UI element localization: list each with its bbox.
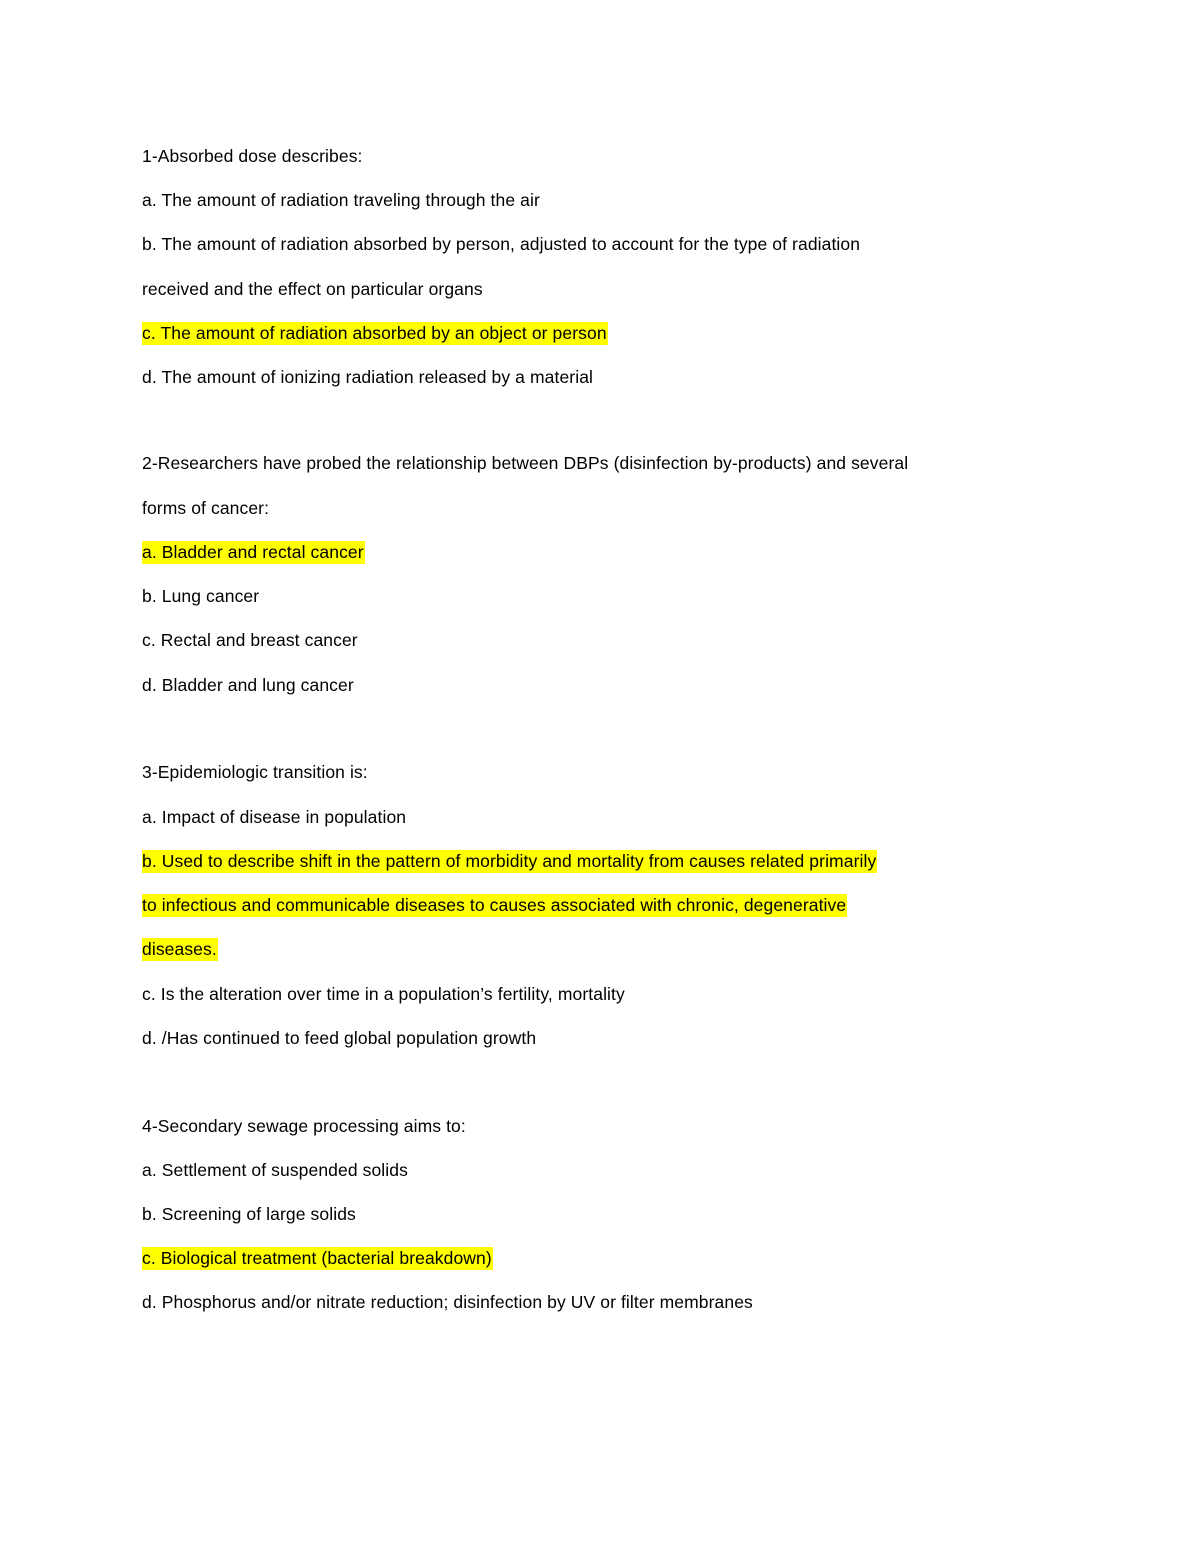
question-3-text: 3-Epidemiologic transition is:	[142, 762, 368, 782]
question-4-option-b: b. Screening of large solids	[142, 1204, 356, 1224]
question-1-option-a: a. The amount of radiation traveling through the air	[142, 190, 540, 210]
question-1-option-b: b. The amount of radiation absorbed by person, adjusted to account for the type of radiation	[142, 234, 861, 254]
question-1-text: 1-Absorbed dose describes:	[142, 146, 363, 166]
answer-highlight: to infectious and communicable diseases to causes associated with chronic, degenerative	[142, 895, 847, 915]
question-4-text: 4-Secondary sewage processing aims to:	[142, 1116, 466, 1136]
answer-highlight: diseases.	[142, 939, 217, 959]
question-2-text: 2-Researchers have probed the relationship between DBPs (disinfection by-products) and several	[142, 453, 909, 473]
answer-highlight: a. Bladder and rectal cancer	[142, 542, 364, 562]
question-3-option-b-answer-line-3	[142, 937, 218, 961]
question-3-option-a: a. Impact of disease in population	[142, 807, 407, 827]
question-3-option-b-answer	[142, 849, 877, 873]
question-3-option-d: d. /Has continued to feed global population growth	[142, 1028, 537, 1048]
question-2-option-d: d. Bladder and lung cancer	[142, 675, 354, 695]
question-2-text-continued: forms of cancer:	[142, 498, 270, 518]
question-2-option-c: c. Rectal and breast cancer	[142, 630, 358, 650]
question-3-option-b-answer-line-2	[142, 893, 847, 917]
question-4-option-d: d. Phosphorus and/or nitrate reduction; disinfection by UV or filter membranes	[142, 1292, 753, 1312]
question-1-option-c-answer	[142, 321, 608, 345]
answer-highlight: c. The amount of radiation absorbed by an object or person	[142, 323, 607, 343]
question-3-option-c: c. Is the alteration over time in a population’s fertility, mortality	[142, 984, 625, 1004]
question-4-option-c-answer	[142, 1246, 493, 1270]
question-2-option-a-answer	[142, 540, 365, 564]
question-1-option-d: d. The amount of ionizing radiation released by a material	[142, 367, 594, 387]
question-1-option-b-continued: received and the effect on particular organs	[142, 279, 483, 299]
question-4-option-a: a. Settlement of suspended solids	[142, 1160, 408, 1180]
answer-highlight: c. Biological treatment (bacterial breakdown)	[142, 1248, 492, 1268]
question-2-option-b: b. Lung cancer	[142, 586, 260, 606]
answer-highlight: b. Used to describe shift in the pattern of morbidity and mortality from causes related primarily	[142, 851, 877, 871]
